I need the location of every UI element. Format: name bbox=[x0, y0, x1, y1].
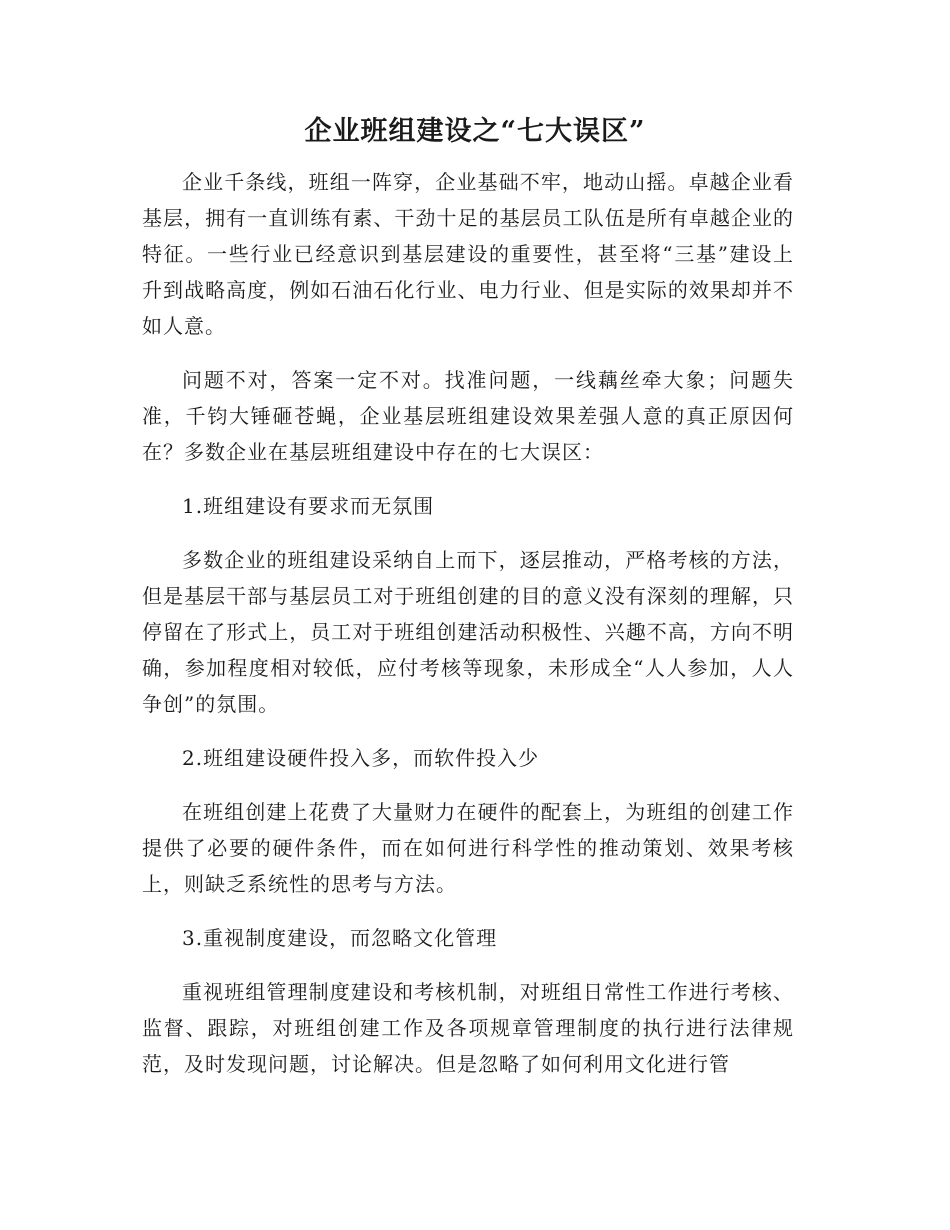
paragraph-section-1: 多数企业的班组建设采纳自上而下，逐层推动，严格考核的方法，但是基层干部与基层员工对于班组创建的目的意义没有深刻的理解，只停留在了形式上，员工对于班组创建活动积极性、兴趣不高，方向不明确，参加程度相对较低，应付考核等现象，未形成全“人人参加，人人争创”的氛围。 bbox=[142, 548, 794, 716]
section-heading-2: 2.班组建设硬件投入多，而软件投入少 bbox=[182, 746, 540, 770]
section-heading-3: 3.重视制度建设，而忽略文化管理 bbox=[182, 926, 498, 950]
section-heading-1: 1.班组建设有要求而无氛围 bbox=[182, 494, 435, 518]
paragraph-intro: 企业千条线，班组一阵穿，企业基础不牢，地动山摇。卓越企业看基层，拥有一直训练有素、干劲十足的基层员工队伍是所有卓越企业的特征。一些行业已经意识到基层建设的重要性，甚至将“三基”建设上升到战略高度，例如石油石化行业、电力行业、但是实际的效果却并不如人意。 bbox=[142, 170, 794, 338]
document-body bbox=[142, 164, 794, 1100]
document-title: 企业班组建设之“七大误区” bbox=[304, 116, 646, 147]
paragraph-question: 问题不对，答案一定不对。找准问题，一线藕丝牵大象；问题失准，千钧大锤砸苍蝇，企业基层班组建设效果差强人意的真正原因何在？多数企业在基层班组建设中存在的七大误区： bbox=[142, 368, 794, 464]
paragraph-section-3: 重视班组管理制度建设和考核机制，对班组日常性工作进行考核、监督、跟踪，对班组创建工作及各项规章管理制度的执行进行法律规范，及时发现问题，讨论解决。但是忽略了如何利用文化进行管 bbox=[142, 980, 794, 1076]
paragraph-section-2: 在班组创建上花费了大量财力在硬件的配套上，为班组的创建工作提供了必要的硬件条件，而在如何进行科学性的推动策划、效果考核上，则缺乏系统性的思考与方法。 bbox=[142, 800, 794, 896]
